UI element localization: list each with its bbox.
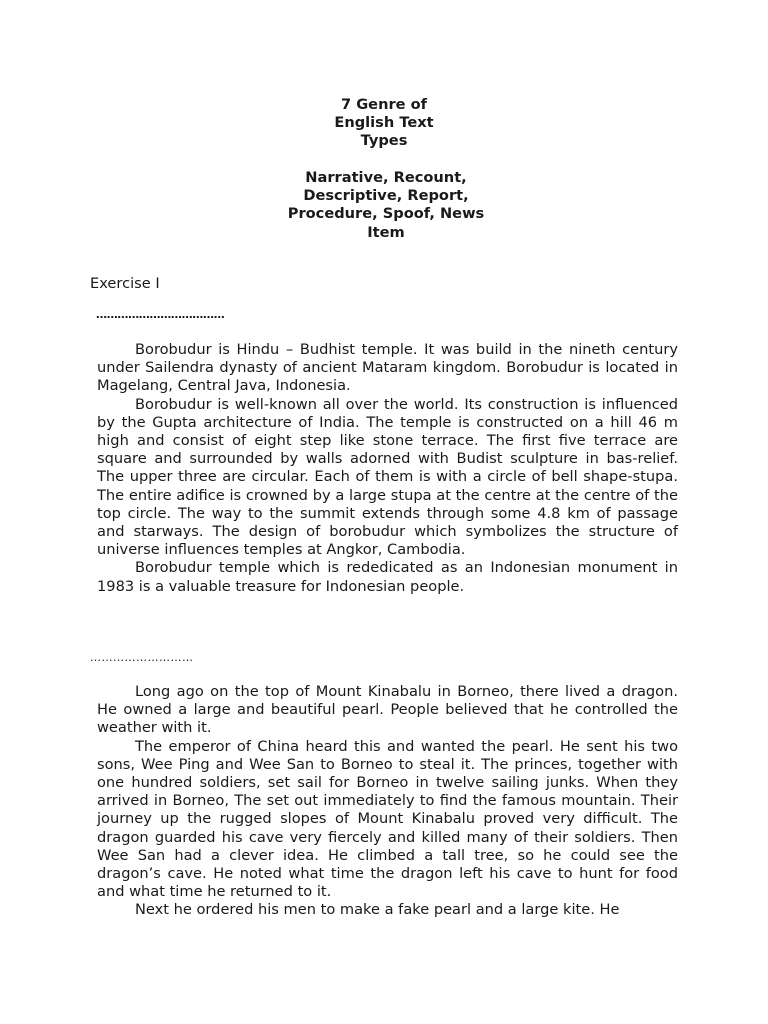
section1-title-blank: ……………………………… — [96, 308, 225, 321]
subtitle-line: Item — [367, 223, 405, 241]
section1-text — [97, 341, 678, 596]
paragraph: Long ago on the top of Mount Kinabalu in Borneo, there lived a dragon. He owned a large and beautiful pearl. People believed that he controlled the weather with it. — [97, 683, 678, 737]
subtitle-line: Narrative, Recount, — [305, 169, 467, 186]
paragraph: Borobudur is well-known all over the world. Its construction is influenced by the Gupta architecture of India. The temple is constructed on a hill 46 m high and consist of eight step like stone terrace. The first five terrace are square and surrounded by walls adorned with Budist sculpture in bas-relief. The upper three are circular. Each of them is with a circle of bell shape-stupa. The entire adifice is crowned by a large stupa at the centre at the centre of the top circle. The way to the summit extends through some 4.8 km of passage and starways. The design of borobudur which symbolizes the structure of universe influences temples at Angkor, Cambodia. — [97, 395, 678, 559]
document-subtitle — [0, 169, 768, 242]
section2-title-blank: ……………………… — [90, 651, 194, 664]
title-line: 7 Genre of — [340, 96, 428, 113]
paragraph: Next he ordered his men to make a fake pearl and a large kite. He — [135, 901, 620, 919]
subtitle-line: Procedure, Spoof, News — [287, 205, 485, 223]
exercise-heading: Exercise I — [90, 275, 160, 292]
paragraph: The emperor of China heard this and wanted the pearl. He sent his two sons, Wee Ping and Wee San to Borneo to steal it. The princes, together with one hundred soldiers, set sail for Borneo in twelve sailing junks. When they arrived in Borneo, The set out immediately to find the famous mountain. Their journey up the rugged slopes of Mount Kinabalu proved very difficult. The dragon guarded his cave very fiercely and killed many of their soldiers. Then Wee San had a clever idea. He climbed a tall tree, so he could see the dragon’s cave. He noted what time the dragon left his cave to hunt for food and what time he returned to it. — [97, 737, 678, 901]
title-line: Types — [360, 132, 408, 150]
document-title — [0, 96, 768, 151]
title-line: English Text — [334, 114, 434, 132]
paragraph: Borobudur temple which is rededicated as an Indonesian monument in 1983 is a valuable treasure for Indonesian people. — [97, 559, 678, 595]
subtitle-line: Descriptive, Report, — [303, 187, 469, 205]
paragraph: Borobudur is Hindu – Budhist temple. It was build in the nineth century under Sailendra dynasty of ancient Mataram kingdom. Borobudur is located in Magelang, Central Java, Indonesia. — [97, 341, 678, 395]
section2-text — [97, 683, 678, 920]
